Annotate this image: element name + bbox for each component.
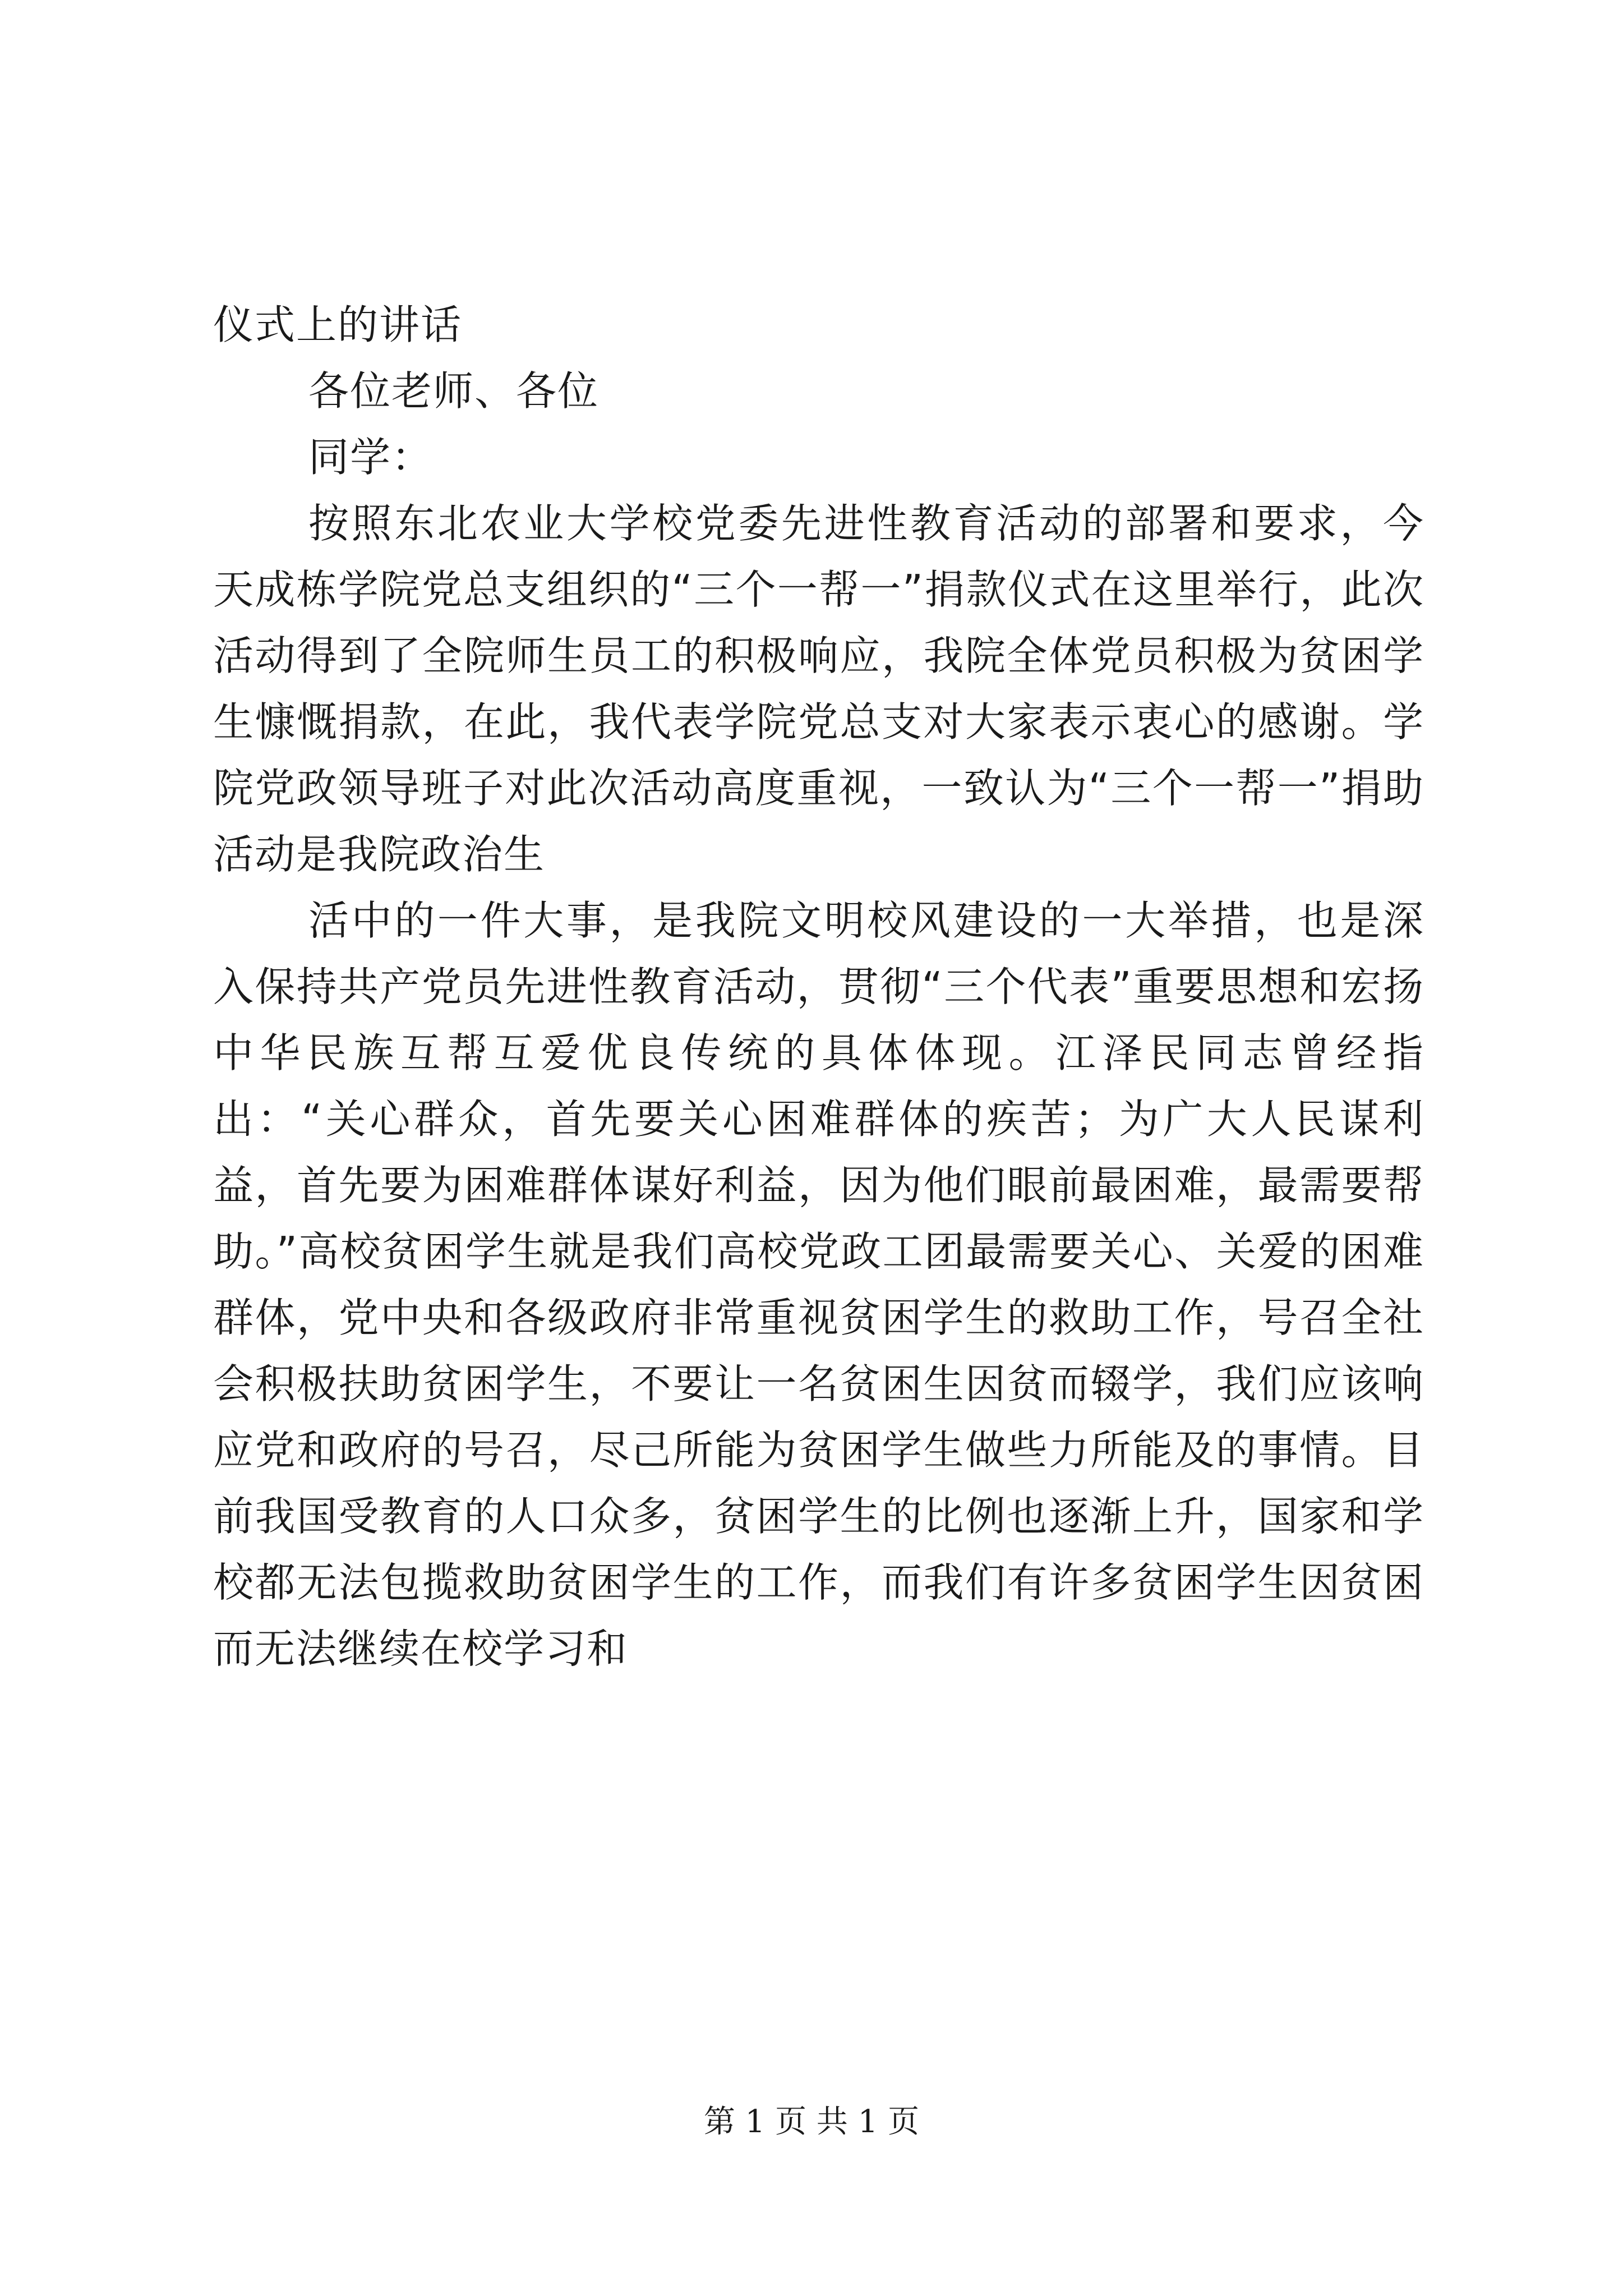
salutation-line-2: 同学：: [308, 434, 434, 481]
document-body: [213, 292, 1424, 1682]
paragraph-1: 按照东北农业大学校党委先进性教育活动的部署和要求，今天成栋学院党总支组织的“三个一帮一”捐款仪式在这里举行，此次活动得到了全院师生员工的积极响应，我院全体党员积极为贫困学生慷慨捐款，在此，我代表学院党总支对大家表示衷心的感谢。学院党政领导班子对此次活动高度重视，一致认为“三个一帮一”捐助活动是我院政治生: [213, 500, 1424, 878]
title-line: 仪式上的讲话: [213, 301, 463, 348]
salutation-line-1: 各位老师、各位: [308, 367, 600, 415]
paragraph-2: 活中的一件大事，是我院文明校风建设的一大举措，也是深入保持共产党员先进性教育活动，贯彻“三个代表”重要思想和宏扬中华民族互帮互爱优良传统的具体体现。江泽民同志曾经指出：“关心群众，首先要关心困难群体的疾苦；为广大人民谋利益，首先要为困难群体谋好利益，因为他们眼前最困难，最需要帮助。”高校贫困学生就是我们高校党政工团最需要关心、关爱的困难群体，党中央和各级政府非常重视贫困学生的救助工作，号召全社会积极扶助贫困学生，不要让一名贫困生因贫而辍学，我们应该响应党和政府的号召，尽己所能为贫困学生做些力所能及的事情。目前我国受教育的人口众多，贫困学生的比例也逐渐上升，国家和学校都无法包揽救助贫困学生的工作，而我们有许多贫困学生因贫困而无法继续在校学习和: [213, 897, 1424, 1672]
page-footer: 第 1 页 共 1 页: [703, 2104, 920, 2140]
